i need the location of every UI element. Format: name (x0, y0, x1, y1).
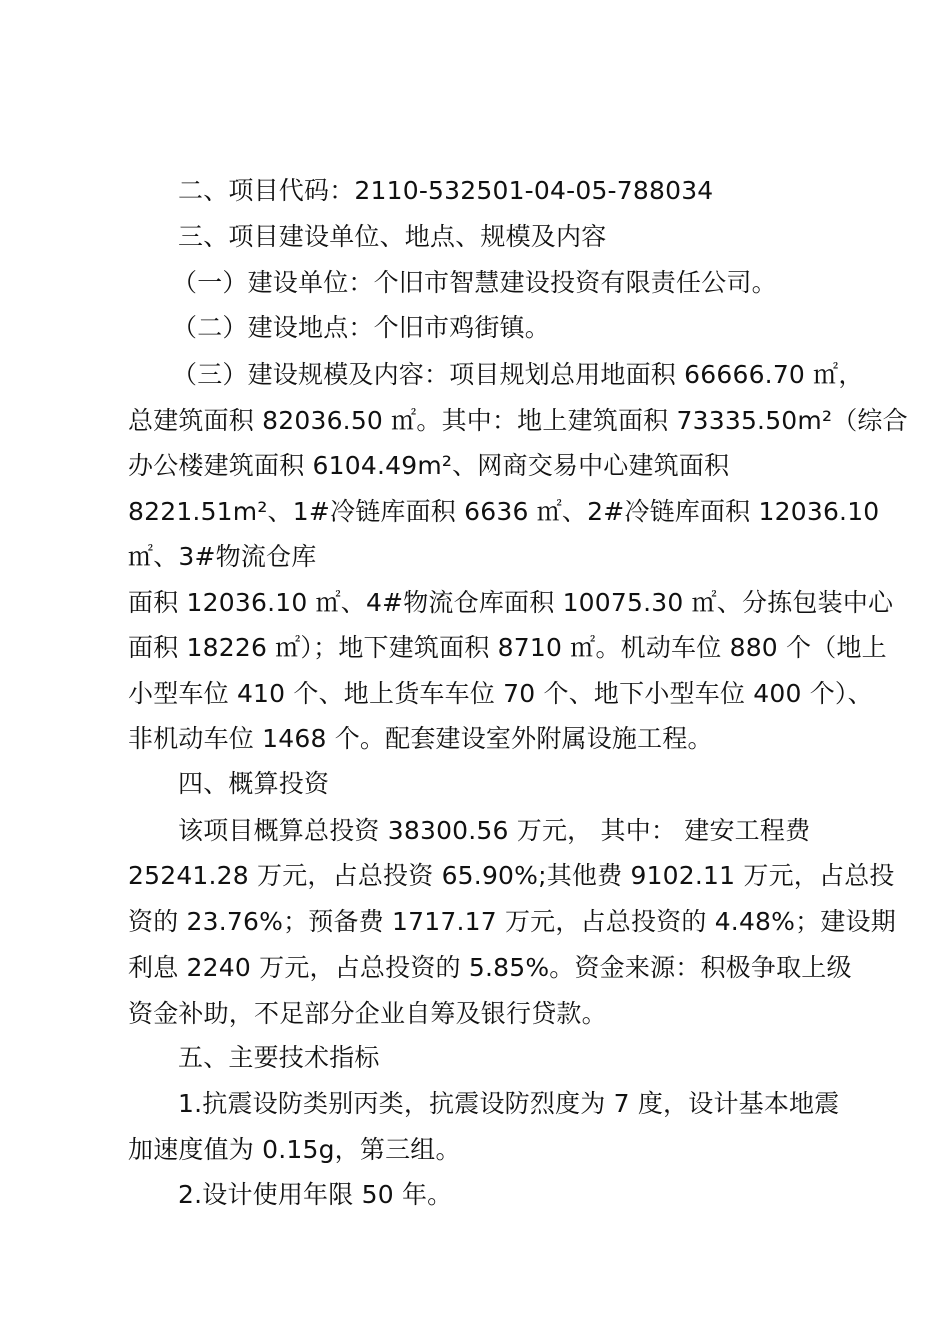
section-heading-unit-location-scale: 三、项目建设单位、地点、规模及内容 (178, 222, 607, 251)
body-line: 小型车位 410 个、地上货车车位 70 个、地下小型车位 400 个）、 (128, 679, 873, 708)
body-line: 利息 2240 万元，占总投资的 5.85%。资金来源：积极争取上级 (128, 953, 852, 982)
section-heading-technical-indicators: 五、主要技术指标 (178, 1043, 380, 1072)
body-line: ㎡、3#物流仓库 (128, 542, 317, 571)
body-line: 8221.51m²、1#冷链库面积 6636 ㎡、2#冷链库面积 12036.10 (128, 497, 880, 526)
section-heading-budget-investment: 四、概算投资 (178, 769, 330, 798)
body-line: 总建筑面积 82036.50 ㎡。其中：地上建筑面积 73335.50m²（综合 (128, 406, 908, 435)
body-line: 1.抗震设防类别丙类，抗震设防烈度为 7 度，设计基本地震 (178, 1089, 840, 1118)
body-line: 办公楼建筑面积 6104.49m²、网商交易中心建筑面积 (128, 451, 730, 480)
subsection-scale-content: （三）建设规模及内容：项目规划总用地面积 66666.70 ㎡， (172, 360, 864, 389)
subsection-construction-unit: （一）建设单位：个旧市智慧建设投资有限责任公司。 (172, 268, 777, 297)
section-heading-project-code: 二、项目代码：2110-532501-04-05-788034 (178, 176, 714, 205)
body-line: 资金补助，不足部分企业自筹及银行贷款。 (128, 999, 607, 1028)
body-line: 非机动车位 1468 个。配套建设室外附属设施工程。 (128, 724, 713, 753)
body-line: 2.设计使用年限 50 年。 (178, 1180, 453, 1209)
subsection-construction-location: （二）建设地点：个旧市鸡街镇。 (172, 313, 551, 342)
body-line: 加速度值为 0.15g，第三组。 (128, 1135, 461, 1164)
body-line: 25241.28 万元，占总投资 65.90%;其他费 9102.11 万元，占总投 (128, 861, 895, 890)
body-line: 资的 23.76%；预备费 1717.17 万元，占总投资的 4.48%；建设期 (128, 907, 896, 936)
body-line: 该项目概算总投资 38300.56 万元， 其中： 建安工程费 (178, 816, 811, 845)
body-line: 面积 12036.10 ㎡、4#物流仓库面积 10075.30 ㎡、分拣包装中心 (128, 588, 894, 617)
body-line: 面积 18226 ㎡）；地下建筑面积 8710 ㎡。机动车位 880 个（地上 (128, 633, 887, 662)
